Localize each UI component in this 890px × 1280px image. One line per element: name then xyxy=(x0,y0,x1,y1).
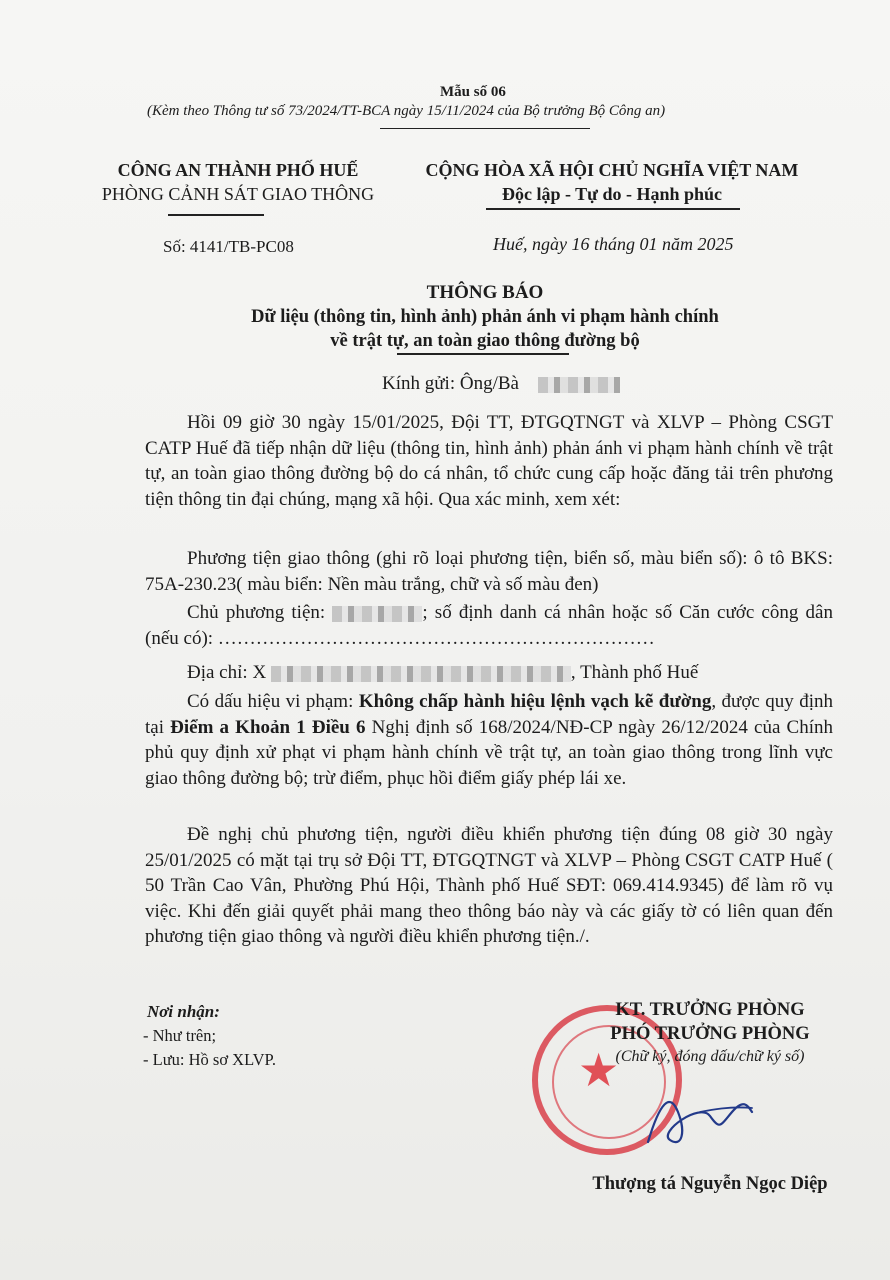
body-paragraph-request xyxy=(145,822,833,950)
recipient-line xyxy=(382,373,620,395)
form-attachment-note: (Kèm theo Thông tư số 73/2024/TT-BCA ngày 15/11/2024 của Bộ trưởng Bộ Công an) xyxy=(147,103,666,119)
redacted-address xyxy=(271,666,571,682)
nation-title: CỘNG HÒA XÃ HỘI CHỦ NGHĨA VIỆT NAM xyxy=(425,160,799,180)
doc-date: Huế, ngày 16 tháng 01 năm 2025 xyxy=(493,234,734,254)
paragraph-request: Đề nghị chủ phương tiện, người điều khiển phương tiện đúng 08 giờ 30 ngày 25/01/2025 có mặt tại trụ sở Đội TT, ĐTGQTNGT và XLVP – Phòng CSGT CATP Huế ( 50 Trần Cao Vân, Phường Phú Hội, Thành phố Huế SĐT: 069.414.9345) để làm rõ vụ việc. Khi đến giải quyết phải mang theo thông báo này và các giấy tờ có liên quan đến phương tiện giao thông và người điều khiển phương tiện./. xyxy=(145,824,833,947)
notice-subtitle-2: về trật tự, an toàn giao thông đường bộ xyxy=(330,331,640,351)
recipient-item-2: - Lưu: Hồ sơ XLVP. xyxy=(143,1050,277,1069)
violation-mid: , được quy định tại xyxy=(145,691,833,738)
body-paragraph-1 xyxy=(145,410,833,512)
redacted-name xyxy=(538,377,620,393)
department-name: PHÒNG CẢNH SÁT GIAO THÔNG xyxy=(101,184,375,204)
title-rule xyxy=(397,353,569,355)
address-suffix: , Thành phố Huế xyxy=(570,662,699,683)
body-paragraph-address xyxy=(145,660,833,686)
motto: Độc lập - Tự do - Hạnh phúc xyxy=(501,184,723,204)
violation-name: Không chấp hành hiệu lệnh vạch kẽ đường xyxy=(358,691,712,712)
agency-name: CÔNG AN THÀNH PHỐ HUẾ xyxy=(117,160,359,180)
violation-intro: Có dấu hiệu vi phạm: xyxy=(187,691,359,712)
paragraph-vehicle: Phương tiện giao thông (ghi rõ loại phương tiện, biển số, màu biển số): ô tô BKS: 75A-230.23( màu biển: Nền màu trắng, chữ và số màu đen) xyxy=(145,548,833,595)
form-number: Mẫu số 06 xyxy=(440,84,506,100)
signature-role-2: PHÓ TRƯỞNG PHÒNG xyxy=(610,1024,810,1044)
violation-decree: Nghị định số 168/2024/NĐ-CP ngày 26/12/2024 của Chính phủ quy định xử phạt vi phạm hành chính về trật tự, an toàn giao thông trong lĩnh vực giao thông đường bộ; trừ điểm, phục hồi điểm giấy phép lái xe. xyxy=(145,716,833,789)
owner-label: Chủ phương tiện: xyxy=(187,602,326,623)
body-paragraph-owner xyxy=(145,600,833,651)
left-header-rule xyxy=(168,214,264,216)
notice-subtitle-1: Dữ liệu (thông tin, hình ảnh) phản ánh vi phạm hành chính xyxy=(251,307,719,327)
owner-id-line: ; số định danh cá nhân hoặc số Căn cước công dân (nếu có): …………………………………………………………… xyxy=(145,602,833,649)
seal-star-icon: ★ xyxy=(578,1043,620,1097)
form-underline xyxy=(380,128,590,129)
notice-title: THÔNG BÁO xyxy=(426,282,544,303)
paragraph-address xyxy=(145,660,833,686)
recipients-title: Nơi nhận: xyxy=(147,1002,220,1021)
motto-rule xyxy=(486,208,740,210)
address-label: Địa chỉ: xyxy=(187,662,248,683)
violation-article: Điểm a Khoản 1 Điều 6 xyxy=(170,716,366,738)
signer-name: Thượng tá Nguyễn Ngọc Diệp xyxy=(592,1174,828,1194)
recipient-item-1: - Như trên; xyxy=(143,1026,217,1045)
body-paragraph-violation xyxy=(145,689,833,791)
address-prefix: X xyxy=(252,662,267,683)
doc-number: Số: 4141/TB-PC08 xyxy=(163,237,294,256)
handwritten-signature xyxy=(640,1082,760,1152)
redacted-owner xyxy=(332,606,422,622)
paragraph-owner xyxy=(145,600,833,651)
signature-note: (Chữ ký, đóng dấu/chữ ký số) xyxy=(615,1048,805,1065)
paragraph-receipt: Hồi 09 giờ 30 ngày 15/01/2025, Đội TT, ĐTGQTNGT và XLVP – Phòng CSGT CATP Huế đã tiếp nhận dữ liệu (thông tin, hình ảnh) phản ánh vi phạm hành chính về trật tự, an toàn giao thông đường bộ do cá nhân, tổ chức cung cấp hoặc đăng tải trên phương tiện thông tin đại chúng, mạng xã hội. Qua xác minh, xem xét: xyxy=(145,412,833,510)
signature-role-1: KT. TRƯỞNG PHÒNG xyxy=(615,1000,805,1020)
recipient-label: Kính gửi: Ông/Bà xyxy=(382,373,519,394)
paragraph-violation xyxy=(145,689,833,791)
body-paragraph-vehicle xyxy=(145,546,833,597)
